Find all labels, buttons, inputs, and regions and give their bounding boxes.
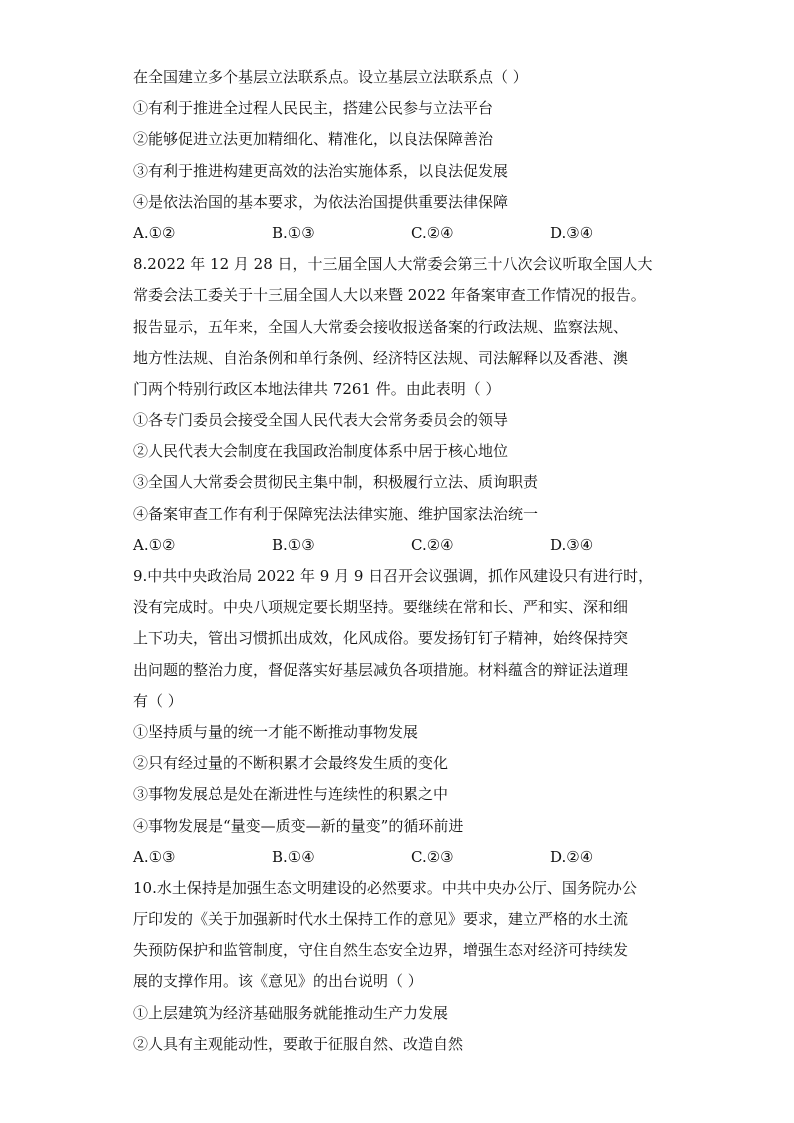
question-stem-line: 门两个特别行政区本地法律共 7261 件。由此表明（ ）	[133, 379, 501, 398]
answer-options	[133, 842, 673, 873]
option-b: B.①③	[272, 223, 315, 242]
option-d: D.③④	[550, 535, 594, 554]
statement-1: ①坚持质与量的统一才能不断推动事物发展	[133, 722, 419, 741]
question-8	[133, 249, 673, 561]
statement-1: ①有利于推进全过程人民民主，搭建公民参与立法平台	[133, 99, 494, 118]
answer-options	[133, 218, 673, 249]
statement-3: ③全国人大常委会贯彻民主集中制，积极履行立法、质询职责	[133, 473, 539, 492]
question-stem-line: 有（ ）	[133, 691, 183, 710]
question-stem-line: 报告显示，五年来，全国人大常委会接收报送备案的行政法规、监察法规、	[133, 317, 629, 336]
question-stem-line: 上下功夫，管出习惯抓出成效，化风成俗。要发扬钉钉子精神，始终保持突	[133, 629, 629, 648]
option-d: D.③④	[550, 223, 594, 242]
question-stem-line: 8.2022 年 12 月 28 日，十三届全国人大常委会第三十八次会议听取全国人大	[133, 255, 653, 274]
statement-2: ②人具有主观能动性，要敢于征服自然、改造自然	[133, 1034, 464, 1053]
statement-2: ②只有经过量的不断积累才会最终发生质的变化	[133, 754, 449, 773]
statement-1: ①各专门委员会接受全国人民代表大会常务委员会的领导	[133, 411, 509, 430]
question-stem-line: 厅印发的《关于加强新时代水土保持工作的意见》要求，建立严格的水土流	[133, 910, 629, 929]
exam-content	[133, 62, 673, 1060]
question-stem-line: 展的支撑作用。该《意见》的出台说明（ ）	[133, 972, 423, 991]
question-stem-line: 没有完成时。中央八项规定要长期坚持。要继续在常和长、严和实、深和细	[133, 598, 629, 617]
question-stem-line: 9.中共中央政治局 2022 年 9 月 9 日召开会议强调，抓作风建设只有进行时，	[133, 567, 654, 585]
option-b: B.①③	[272, 535, 315, 554]
answer-options	[133, 530, 673, 561]
question-7	[133, 62, 673, 249]
option-d: D.②④	[550, 847, 594, 866]
statement-4: ④是依法治国的基本要求，为依法治国提供重要法律保障	[133, 192, 509, 211]
question-stem-line: 在全国建立多个基层立法联系点。设立基层立法联系点（ ）	[133, 68, 528, 86]
option-c: C.②④	[411, 223, 454, 242]
statement-2: ②人民代表大会制度在我国政治制度体系中居于核心地位	[133, 442, 509, 461]
question-stem-line: 10.水土保持是加强生态文明建设的必然要求。中共中央办公厅、国务院办公	[133, 878, 637, 897]
option-c: C.②④	[411, 535, 454, 554]
statement-1: ①上层建筑为经济基础服务就能推动生产力发展	[133, 1003, 449, 1022]
statement-3: ③有利于推进构建更高效的法治实施体系，以良法促发展	[133, 161, 509, 180]
question-9	[133, 561, 673, 873]
question-stem-line: 失预防保护和监管制度，守住自然生态安全边界，增强生态对经济可持续发	[133, 941, 629, 960]
question-stem-line: 出问题的整治力度，督促落实好基层减负各项措施。材料蕴含的辩证法道理	[133, 660, 629, 679]
option-a: A.①②	[133, 535, 176, 554]
question-stem-line: 常委会法工委关于十三届全国人大以来暨 2022 年备案审查工作情况的报告。	[133, 286, 646, 305]
option-c: C.②③	[411, 847, 454, 866]
statement-3: ③事物发展总是处在渐进性与连续性的积累之中	[133, 785, 449, 804]
option-b: B.①④	[272, 847, 315, 866]
statement-2: ②能够促进立法更加精细化、精准化，以良法保障善治	[133, 130, 494, 149]
statement-4: ④事物发展是“量变—质变—新的量变”的循环前进	[133, 816, 464, 835]
question-10	[133, 873, 673, 1060]
option-a: A.①③	[133, 847, 176, 866]
statement-4: ④备案审查工作有利于保障宪法法律实施、维护国家法治统一	[133, 504, 539, 523]
option-a: A.①②	[133, 223, 176, 242]
question-stem-line: 地方性法规、自治条例和单行条例、经济特区法规、司法解释以及香港、澳	[133, 348, 629, 367]
